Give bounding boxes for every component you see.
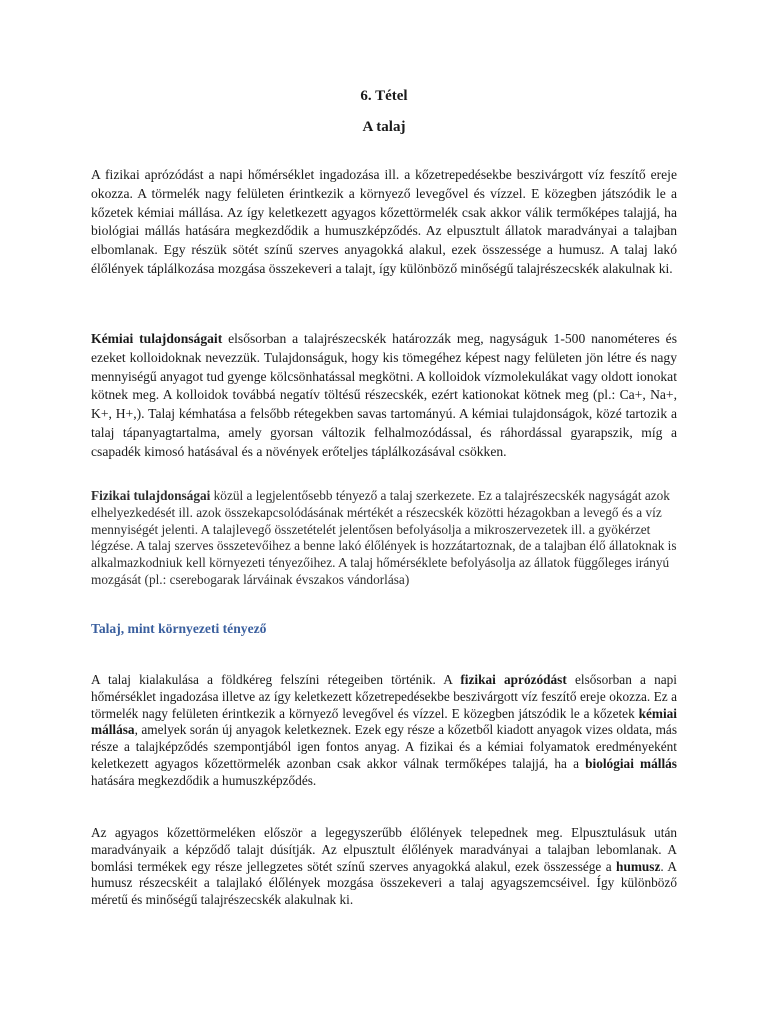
humus-text-a: Az agyagos kőzettörmeléken először a legegyszerűbb élőlények telepednek meg. Elpusztulásuk után maradványaik a képződő talajt dúsítják. Az elpusztult élőlények maradványai a talajban lebomlanak. A bomlási termékek egy része jellegzetes sötét színű szerves anyagokká alakul, ezek összessége a xyxy=(91,825,677,874)
soil-formation-text-c: , amelyek során új anyagok keletkeznek. Ezek egy része a kőzetből kiadott anyagok vizes oldata, más része a talajképződés szempontjából igen fontos anyag. A fizikai és a kémiai folyamatok eredményeként keletkezett agyagos kőzettörmelék azonban csak akkor válnak termőképes talajjá, ha a xyxy=(91,722,677,771)
chemical-properties-text: elsősorban a talajrészecskék határozzák meg, nagyságuk 1-500 nanométeres és ezeket kolloidoknak nevezzük. Tulajdonságuk, hogy kis tömegéhez képest nagy felületen jön létre és nagy mennyiségű anyagot tud gyenge kölcsönhatással megkötni. A kolloidok vízmolekulákat vagy oldott ionokat kötnek meg. A kolloidok továbbá negatív töltésű részecskék, ezért kationokat kötnek meg (pl.: Ca+, Na+, K+, H+,). Talaj kémhatása a felsőbb rétegekben savas tartományú. A kémiai tulajdonságok, közé tartozik a talaj tápanyagtartalma, amely gyorsan változik felhalmozódással, és ráhordással gyarapszik, míg a csapadék kimosó hatásával és a növények erőteljes táplálkozásával csökken. xyxy=(91,331,677,459)
physical-properties-text: közül a legjelentősebb tényező a talaj szerkezete. Ez a talajrészecskék nagyságát azok elhelyezkedését ill. azok összekapcsolódásának mértékét a részecskék közötti hézagokban a levegő és a víz mennyiségét jelenti. A talajlevegő összetételét jelentősen befolyásolja a mikroszervezetek ill. a gyökérzet légzése. A talaj szerves összetevőihez a benne lakó élőlények is hozzátartoznak, de a talajban élő állatoknak is alkalmazkodniuk kell környezeti tényezőihez. A talaj hőmérséklete befolyásolja az állatok függőleges irányú mozgását (pl.: cserebogarak lárváinak évszakos vándorlása) xyxy=(91,488,677,587)
term-chemical-weathering: kémiai mállása xyxy=(91,705,677,738)
term-physical-weathering: fizikai aprózódást xyxy=(460,672,567,687)
paragraph-5-humus xyxy=(91,825,677,909)
document-title-number: 6. Tétel xyxy=(360,88,408,104)
physical-properties-term: Fizikai tulajdonságai xyxy=(91,488,211,503)
paragraph-2-chemical-properties xyxy=(91,330,677,462)
soil-formation-text-a: A talaj kialakulása a földkéreg felszíni rétegeiben történik. A xyxy=(91,672,461,687)
soil-formation-text-b: elsősorban a napi hőmérséklet ingadozása illetve az így keletkezett kőzetrepedésekbe beszivárgott víz feszítő ereje okozza. Ez a törmelék nagy felületen érintkezik a környező levegővel és vízzel. E közegben játszódik le a kőzetek xyxy=(91,672,677,721)
document-title-topic: A talaj xyxy=(362,119,406,135)
paragraph-4-soil-formation xyxy=(91,672,677,790)
section-heading-environment: Talaj, mint környezeti tényező xyxy=(91,621,267,636)
soil-formation-text-d: hatására megkezdődik a humuszképződés. xyxy=(91,772,317,788)
paragraph-3-physical-properties xyxy=(91,488,677,589)
term-humus: humusz xyxy=(616,858,661,874)
term-biological-weathering: biológiai mállás xyxy=(585,755,677,771)
paragraph-1: A fizikai aprózódást a napi hőmérséklet ingadozása ill. a kőzetrepedésekbe beszivárgott víz feszítő ereje okozza. A törmelék nagy felületen érintkezik a környező levegővel és vízzel. E közegben játszódik le a kőzetek kémiai mállása. Az így keletkezett agyagos kőzettörmelék csak akkor válik termőképes talajjá, ha biológiai mállás hatására megkezdődik a humuszképződés. Az elpusztult állatok maradványai a talajban elbomlanak. Egy részük sötét színű szerves anyagokká alakul, ezek összessége a humusz. A talaj lakó élőlények táplálkozása mozgása összekeveri a talajt, így különböző minőségű talajrészecskék alakulnak ki. xyxy=(91,167,677,276)
chemical-properties-term: Kémiai tulajdonságait xyxy=(91,331,223,346)
humus-text-b: . A humusz részecskéit a talajlakó élőlények mozgása összekeveri a talaj agyagszemcséivel. Így különböző méretű és minőségű talajrészecskék alakulnak ki. xyxy=(91,858,677,908)
